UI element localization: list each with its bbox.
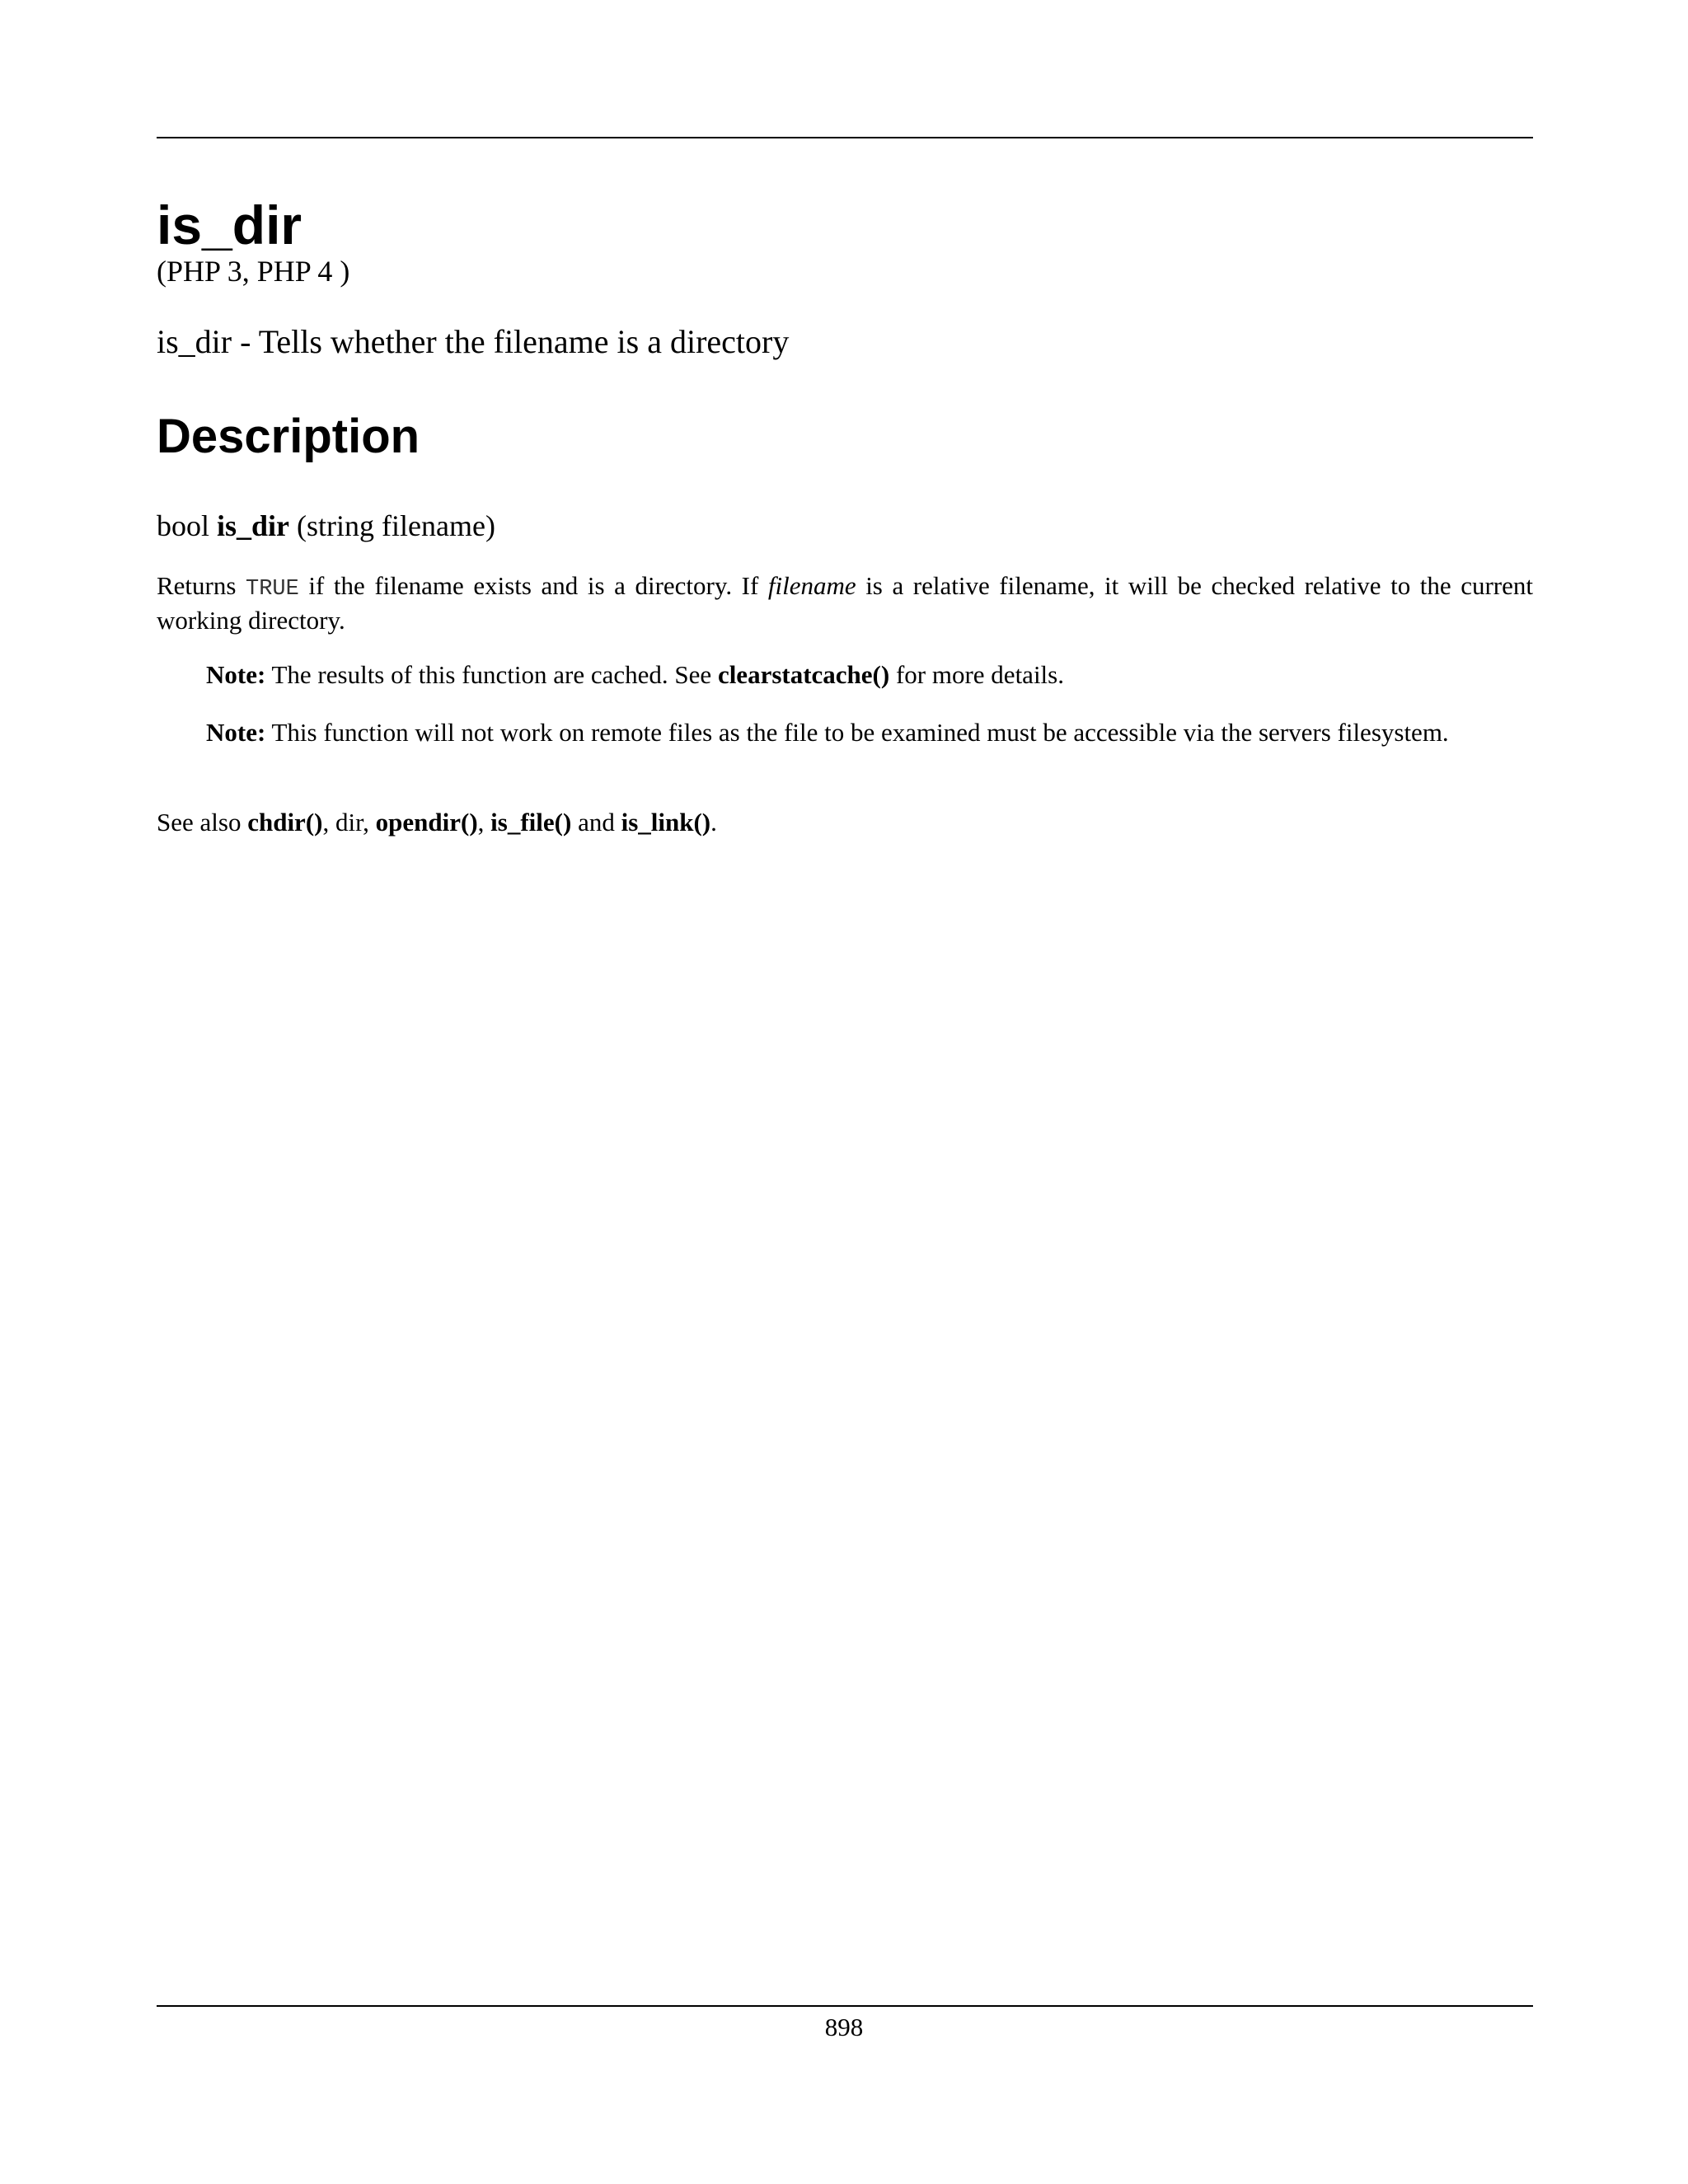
- php-versions: (PHP 3, PHP 4 ): [157, 255, 350, 288]
- note-text: This function will not work on remote files as the file to be examined must be accessible via the servers filesystem.: [265, 718, 1449, 747]
- return-type: bool: [157, 509, 218, 542]
- filename-parameter: filename: [767, 571, 856, 600]
- returns-text: is a relative filename, it will be checked relative to the current working directory.: [157, 571, 1533, 635]
- see-also-paragraph: [157, 807, 1533, 837]
- returns-paragraph: [157, 570, 1533, 635]
- note-cached: [206, 659, 1484, 690]
- synopsis-function-name: is_dir: [217, 509, 290, 542]
- page-number: 898: [824, 2013, 864, 2041]
- page-title: is_dir: [157, 194, 302, 255]
- function-name: is_dir: [157, 323, 232, 360]
- function-purpose: Tells whether the filename is a directory: [258, 323, 790, 360]
- note-remote-files: [206, 717, 1484, 748]
- dir-link: dir: [335, 808, 363, 837]
- returns-text: Returns: [157, 571, 246, 600]
- description-heading: Description: [157, 410, 420, 463]
- synopsis-params: (string filename): [289, 509, 495, 542]
- returns-text: if the filename exists and is a directory. If: [298, 571, 768, 600]
- see-also-prefix: See also: [157, 808, 248, 837]
- separator: ,: [477, 808, 491, 837]
- separator: ,: [322, 808, 335, 837]
- true-constant: TRUE: [246, 577, 299, 602]
- chdir-link[interactable]: chdir(): [247, 808, 323, 837]
- summary-separator: -: [232, 323, 259, 360]
- note-label: Note:: [206, 718, 266, 747]
- separator: ,: [363, 808, 376, 837]
- is-file-link[interactable]: is_file(): [490, 808, 572, 837]
- note-text: The results of this function are cached. See: [265, 660, 718, 689]
- separator: and: [571, 808, 621, 837]
- header-rule: [157, 137, 1533, 138]
- footer-rule: [157, 2005, 1533, 2007]
- clearstatcache-link[interactable]: clearstatcache(): [717, 660, 890, 689]
- is-link-link[interactable]: is_link(): [621, 808, 711, 837]
- function-summary: [157, 321, 789, 363]
- opendir-link[interactable]: opendir(): [375, 808, 478, 837]
- note-text: for more details.: [889, 660, 1064, 689]
- separator: .: [710, 808, 717, 837]
- note-label: Note:: [206, 660, 266, 689]
- function-synopsis: [157, 506, 495, 546]
